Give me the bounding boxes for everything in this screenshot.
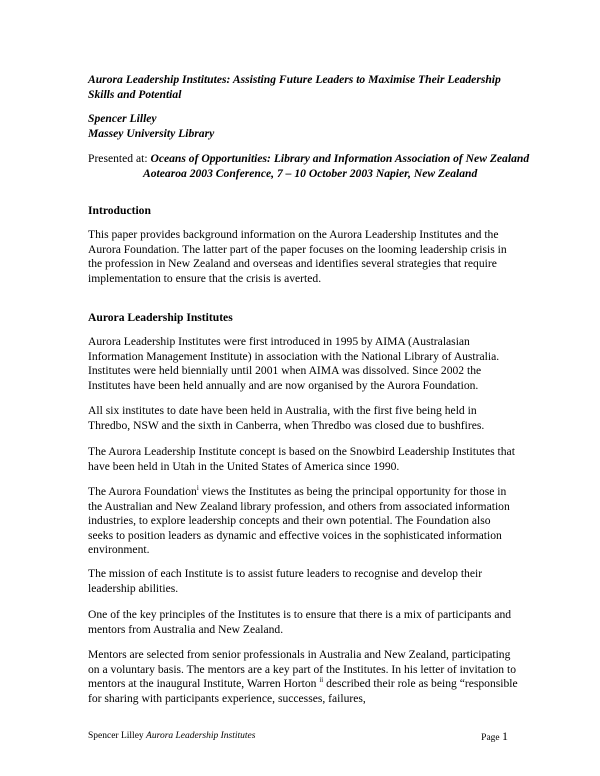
page-label: Page xyxy=(481,733,500,743)
footer-author: Spencer Lilley xyxy=(88,731,144,741)
author-affiliation: Massey University Library xyxy=(88,126,215,140)
institutes-paragraph-5: The mission of each Institute is to assist future leaders to recognise and develop their leadership abilities. xyxy=(88,567,483,595)
mentors-text: Mentors are selected from senior professionals in Australia and New Zealand, participating on a voluntary basis. The mentors are a key part of the Institutes. In his letter of invitation to mentors at the inaugural Institute, Warren Horton xyxy=(88,648,517,690)
institutes-paragraph-3: The Aurora Leadership Institute concept is based on the Snowbird Leadership Institutes that have been held in Utah in the United States of America since 1990. xyxy=(88,445,515,473)
page-num: 1 xyxy=(502,729,508,743)
heading-aurora-leadership-institutes: Aurora Leadership Institutes xyxy=(88,311,233,324)
institutes-paragraph-6: One of the key principles of the Institutes is to ensure that there is a mix of participants and mentors from Australia and New Zealand. xyxy=(88,608,512,636)
presented-at xyxy=(88,152,573,181)
footer-title: Aurora Leadership Institutes xyxy=(146,731,256,741)
institutes-paragraph-7 xyxy=(88,648,518,706)
foundation-rest: views the Institutes as being the principal opportunity for those in the Australian and New Zealand library profession, and others from associated information industries, to explore leadership concepts and their own potential. The Foundation also seeks to position leaders as dynamic and effective voices in the sophisticated information environment. xyxy=(88,485,510,556)
institutes-paragraph-2: All six institutes to date have been held in Australia, with the first five being held in Thredbo, NSW and the sixth in Canberra, when Thredbo was closed due to bushfires. xyxy=(88,404,485,432)
endnote-ref-i: i xyxy=(196,484,199,493)
intro-paragraph: This paper provides background information on the Aurora Leadership Institutes and the Aurora Foundation. The latter part of the paper focuses on the looming leadership crisis in the profession in New Zealand and overseas and identifies several strategies that require implementation to ensure that the crisis is averted. xyxy=(88,228,507,285)
foundation-text: The Aurora Foundation xyxy=(88,485,197,498)
heading-introduction: Introduction xyxy=(88,204,151,217)
institutes-paragraph-4 xyxy=(88,485,518,558)
endnote-ref-ii: ii xyxy=(319,676,324,685)
mentors-rest: described their role as being “responsible for sharing with participants experience, successes, failures, xyxy=(88,677,518,705)
author-name: Spencer Lilley xyxy=(88,112,157,125)
page-number xyxy=(481,730,508,744)
author-block xyxy=(88,112,518,141)
paper-title: Aurora Leadership Institutes: Assisting Future Leaders to Maximise Their Leadership Skills and Potential xyxy=(88,73,501,101)
presented-prefix: Presented at: xyxy=(88,152,151,165)
institutes-paragraph-1: Aurora Leadership Institutes were first introduced in 1995 by AIMA (Australasian Information Management Institute) in association with the National Library of Australia. Institutes were held biennially until 2001 when AIMA was dissolved. Since 2002 the Institutes have been held annually and are now organised by the Aurora Foundation. xyxy=(88,335,500,392)
page-footer xyxy=(88,730,508,742)
conference-name: Oceans of Opportunities: Library and Information Association of New Zealand Aotearoa 2003 Conference, 7 – 10 October 2003 Napier, New Zealand xyxy=(143,152,530,180)
